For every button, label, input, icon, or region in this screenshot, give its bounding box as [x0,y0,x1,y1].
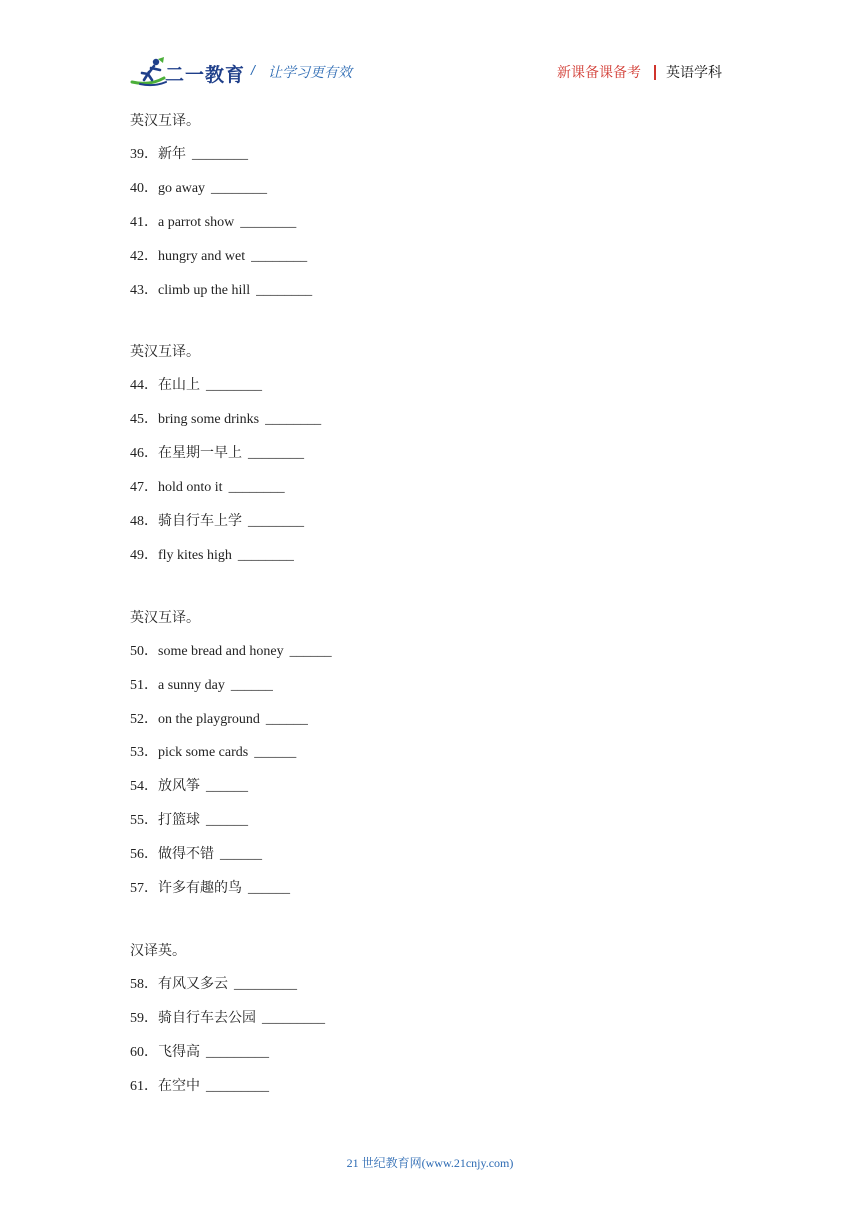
page-header [0,0,860,100]
answer-blank[interactable]: _________ [262,1010,325,1026]
answer-blank[interactable]: _________ [206,1078,269,1094]
question-text: some bread and honey [158,643,284,659]
question-number: 61． [130,1078,158,1094]
answer-blank[interactable]: ______ [220,847,262,863]
question-text: 做得不错 [158,847,214,863]
question-text: 在星期一早上 [158,446,242,462]
question-text: a sunny day [158,677,225,693]
answer-blank[interactable]: ________ [248,514,304,530]
answer-blank[interactable]: _________ [206,1044,269,1060]
question-item [130,179,750,213]
slogan-separator: / [251,62,255,78]
question-number: 53． [130,745,158,761]
question-text: a parrot show [158,214,235,230]
section-title: 英汉互译。 [130,113,200,129]
answer-blank[interactable]: ______ [254,745,297,761]
header-course-label: 新课备课备考 [557,65,641,81]
question-number: 56． [130,847,158,863]
question-item [130,281,750,315]
answer-blank[interactable]: ________ [211,180,268,196]
question-item [130,478,750,512]
question-number: 51． [130,677,158,693]
question-text: 在山上 [158,378,200,394]
question-number: 41． [130,214,158,230]
logo-text: 二一教育 [165,65,246,86]
question-item [130,845,750,879]
question-item [130,743,750,777]
page-footer[interactable]: 21 世纪教育网(www.21cnjy.com) [346,1156,514,1170]
header-divider [654,65,656,80]
question-number: 49． [130,547,158,563]
question-item [130,710,750,744]
section-title: 英汉互译。 [130,344,200,361]
answer-blank[interactable]: ________ [240,214,297,230]
question-text: 许多有趣的鸟 [158,881,242,897]
question-item [130,676,750,710]
question-number: 48． [130,514,158,530]
question-item [130,546,750,580]
slogan: 让学习更有效 [268,65,352,81]
header-subject-label: 英语学科 [666,65,722,81]
answer-blank[interactable]: ______ [289,643,332,659]
answer-blank[interactable]: ______ [206,813,248,829]
question-text: hungry and wet [158,248,246,264]
question-item [130,811,750,845]
question-item [130,247,750,281]
question-text: 放风筝 [158,779,200,795]
answer-blank[interactable]: ________ [248,446,304,462]
question-text: bring some drinks [158,412,260,428]
question-text: 骑自行车去公园 [158,1010,256,1026]
question-number: 44． [130,378,158,394]
question-text: 新年 [158,147,186,162]
section-title: 英汉互译。 [130,609,200,626]
question-text: climb up the hill [158,282,251,298]
question-text: 骑自行车上学 [158,514,242,530]
question-number: 45． [130,412,158,428]
header-right [557,62,722,82]
question-text: 打篮球 [158,813,200,829]
answer-blank[interactable]: ________ [206,378,262,394]
question-text: go away [158,180,206,196]
question-number: 47． [130,480,158,496]
question-number: 40． [130,180,158,196]
question-item [130,1009,750,1043]
answer-blank[interactable]: ________ [265,412,322,428]
question-text: fly kites high [158,547,232,563]
question-item [130,1043,750,1077]
answer-blank[interactable]: ______ [248,881,290,897]
question-item [130,777,750,811]
question-number: 54． [130,779,158,795]
question-text: 有风又多云 [158,976,228,992]
section-4 [130,941,750,1111]
question-number: 60． [130,1044,158,1060]
question-item [130,213,750,247]
question-number: 42． [130,248,158,264]
question-text: on the playground [158,711,260,727]
question-number: 57． [130,881,158,897]
section-title: 汉译英。 [130,942,186,959]
section-1 [130,111,750,314]
question-item [130,879,750,913]
answer-blank[interactable]: ________ [237,547,294,563]
answer-blank[interactable]: ________ [228,480,285,496]
section-3 [130,608,750,913]
question-item [130,145,750,179]
question-text: 飞得高 [158,1044,200,1060]
question-number: 43． [130,282,158,298]
question-number: 39． [130,147,158,162]
question-item [130,975,750,1009]
answer-blank[interactable]: ______ [230,677,273,693]
question-item [130,444,750,478]
answer-blank[interactable]: ________ [256,282,313,298]
question-item [130,410,750,444]
worksheet-content [130,111,750,1138]
question-number: 55． [130,813,158,829]
question-text: 在空中 [158,1078,200,1094]
question-item [130,512,750,546]
section-2 [130,342,750,579]
question-number: 58． [130,976,158,992]
answer-blank[interactable]: _________ [234,976,297,992]
question-number: 52． [130,711,158,727]
answer-blank[interactable]: ________ [251,248,308,264]
question-item [130,1077,750,1111]
question-item [130,376,750,410]
question-text: hold onto it [158,480,223,496]
question-number: 59． [130,1010,158,1026]
answer-blank[interactable]: ______ [206,779,248,795]
answer-blank[interactable]: ________ [192,147,248,162]
question-number: 46． [130,446,158,462]
question-item [130,642,750,676]
question-number: 50． [130,643,158,659]
question-text: pick some cards [158,745,249,761]
answer-blank[interactable]: ______ [265,711,308,727]
